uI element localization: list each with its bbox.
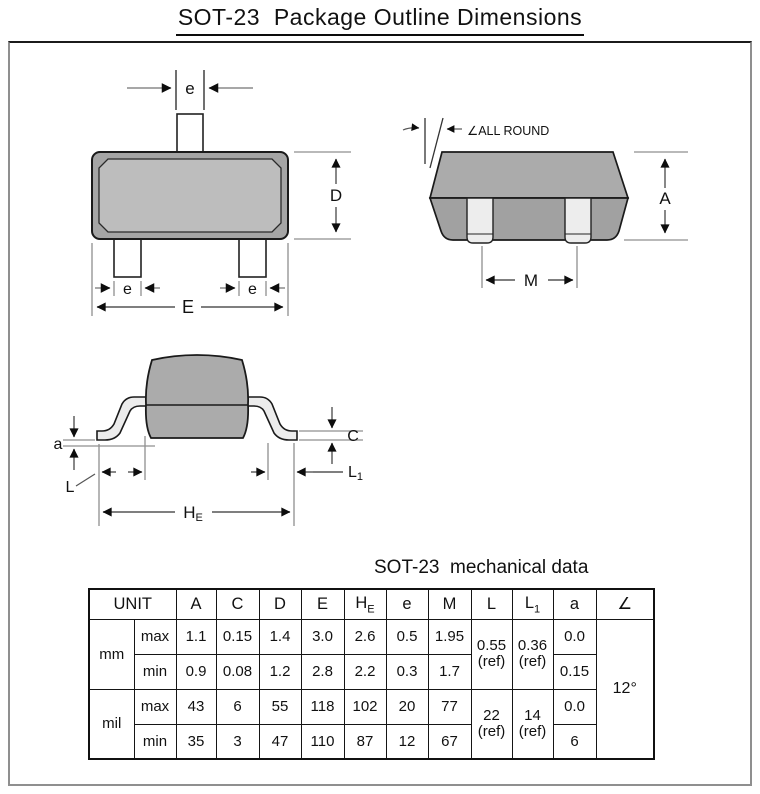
label-L1: L1	[348, 464, 364, 483]
row-label: min	[134, 654, 176, 689]
label-e-top: e	[185, 79, 195, 98]
table-cell: 77	[428, 689, 471, 724]
dimension-L	[66, 436, 145, 496]
table-cell: 0.15	[216, 619, 259, 654]
header-L1: $L_1$	[512, 589, 553, 619]
table-cell: 0.0	[553, 619, 596, 654]
dimension-HE	[99, 480, 290, 526]
table-cell: 87	[344, 724, 386, 759]
unit-mm: mm	[89, 619, 134, 689]
table-cell: 118	[301, 689, 344, 724]
package-body-iso	[430, 152, 628, 240]
table-cell: 20	[386, 689, 428, 724]
row-label: max	[134, 689, 176, 724]
package-body-section	[146, 355, 248, 438]
lead-top	[177, 114, 203, 152]
table-cell: 1.2	[259, 654, 301, 689]
dimension-e-bottom-right	[220, 281, 285, 298]
table-cell: 67	[428, 724, 471, 759]
dimension-C	[299, 407, 363, 464]
table-cell: 1.4	[259, 619, 301, 654]
table-caption: SOT-23 mechanical data	[374, 557, 589, 578]
unit-mil: mil	[89, 689, 134, 759]
table-cell-L1-mm: 0.36 (ref)	[512, 619, 553, 689]
header-C: C	[216, 589, 259, 619]
dimension-e-bottom-left	[95, 281, 160, 298]
table-cell: 3.0	[301, 619, 344, 654]
header-L: L	[471, 589, 512, 619]
table-cell: 1.95	[428, 619, 471, 654]
table-cell: 55	[259, 689, 301, 724]
lead-bottom-right	[239, 239, 266, 277]
body-top-face	[430, 152, 628, 198]
table-cell: 2.2	[344, 654, 386, 689]
row-label: min	[134, 724, 176, 759]
label-M: M	[523, 271, 539, 290]
table-cell: 2.6	[344, 619, 386, 654]
table-cell: 0.08	[216, 654, 259, 689]
header-row	[89, 589, 654, 619]
label-C: C	[347, 428, 359, 445]
lead-bottom-left	[114, 239, 141, 277]
label-E: E	[181, 297, 195, 317]
table-cell-angle: 12°	[596, 619, 654, 759]
header-a: a	[553, 589, 596, 619]
header-E: E	[301, 589, 344, 619]
header-angle: ∠	[596, 589, 654, 619]
dimension-D	[294, 152, 351, 239]
table-cell: 3	[216, 724, 259, 759]
page-title-wrap	[0, 4, 760, 36]
table-cell: 102	[344, 689, 386, 724]
row-mil-min	[89, 724, 654, 759]
body-front-face	[430, 198, 628, 240]
table-cell: 43	[176, 689, 216, 724]
dimension-a	[54, 416, 155, 470]
leader-line	[76, 474, 95, 486]
header-M: M	[428, 589, 471, 619]
table-cell: 1.7	[428, 654, 471, 689]
row-mm-max	[89, 619, 654, 654]
table-cell-L1-mil: 14 (ref)	[512, 689, 553, 759]
table-cell: 0.9	[176, 654, 216, 689]
row-mil-max	[89, 689, 654, 724]
side-view-drawing	[45, 340, 385, 535]
table-cell: 0.3	[386, 654, 428, 689]
dimension-A	[624, 152, 688, 240]
table-cell: 6	[216, 689, 259, 724]
row-mm-min	[89, 654, 654, 689]
package-body	[92, 152, 288, 239]
label-a: a	[53, 436, 63, 453]
dimension-e-top	[127, 70, 253, 110]
table-cell: 110	[301, 724, 344, 759]
label-all-round: ∠ALL ROUND	[467, 124, 550, 138]
mechanical-data-table	[88, 588, 655, 760]
top-view-drawing	[55, 60, 365, 325]
label-A: A	[659, 189, 671, 208]
label-e-bottom-right: e	[248, 281, 257, 298]
header-A: A	[176, 589, 216, 619]
iso-view-drawing	[390, 110, 720, 295]
table-cell: 0.15	[553, 654, 596, 689]
label-D: D	[329, 186, 343, 205]
table-cell: 12	[386, 724, 428, 759]
table-cell: 2.8	[301, 654, 344, 689]
header-D: D	[259, 589, 301, 619]
label-e-bottom-left: e	[123, 281, 132, 298]
dimension-M	[482, 246, 577, 290]
dimension-L1	[251, 443, 363, 526]
table-cell: 47	[259, 724, 301, 759]
table-cell: 6	[553, 724, 596, 759]
table-cell: 1.1	[176, 619, 216, 654]
lead-left	[467, 198, 493, 243]
table-cell: 0.5	[386, 619, 428, 654]
label-HE: HE	[183, 503, 203, 524]
header-HE: $H_E$	[344, 589, 386, 619]
table-cell-L-mm: 0.55 (ref)	[471, 619, 512, 689]
label-L: L	[65, 479, 75, 496]
row-label: max	[134, 619, 176, 654]
table-cell: 0.0	[553, 689, 596, 724]
page-title: SOT-23 Package Outline Dimensions	[176, 4, 584, 36]
header-e: e	[386, 589, 428, 619]
table-cell-L-mil: 22 (ref)	[471, 689, 512, 759]
table-cell: 35	[176, 724, 216, 759]
lead-right	[565, 198, 591, 243]
header-unit: UNIT	[89, 589, 176, 619]
